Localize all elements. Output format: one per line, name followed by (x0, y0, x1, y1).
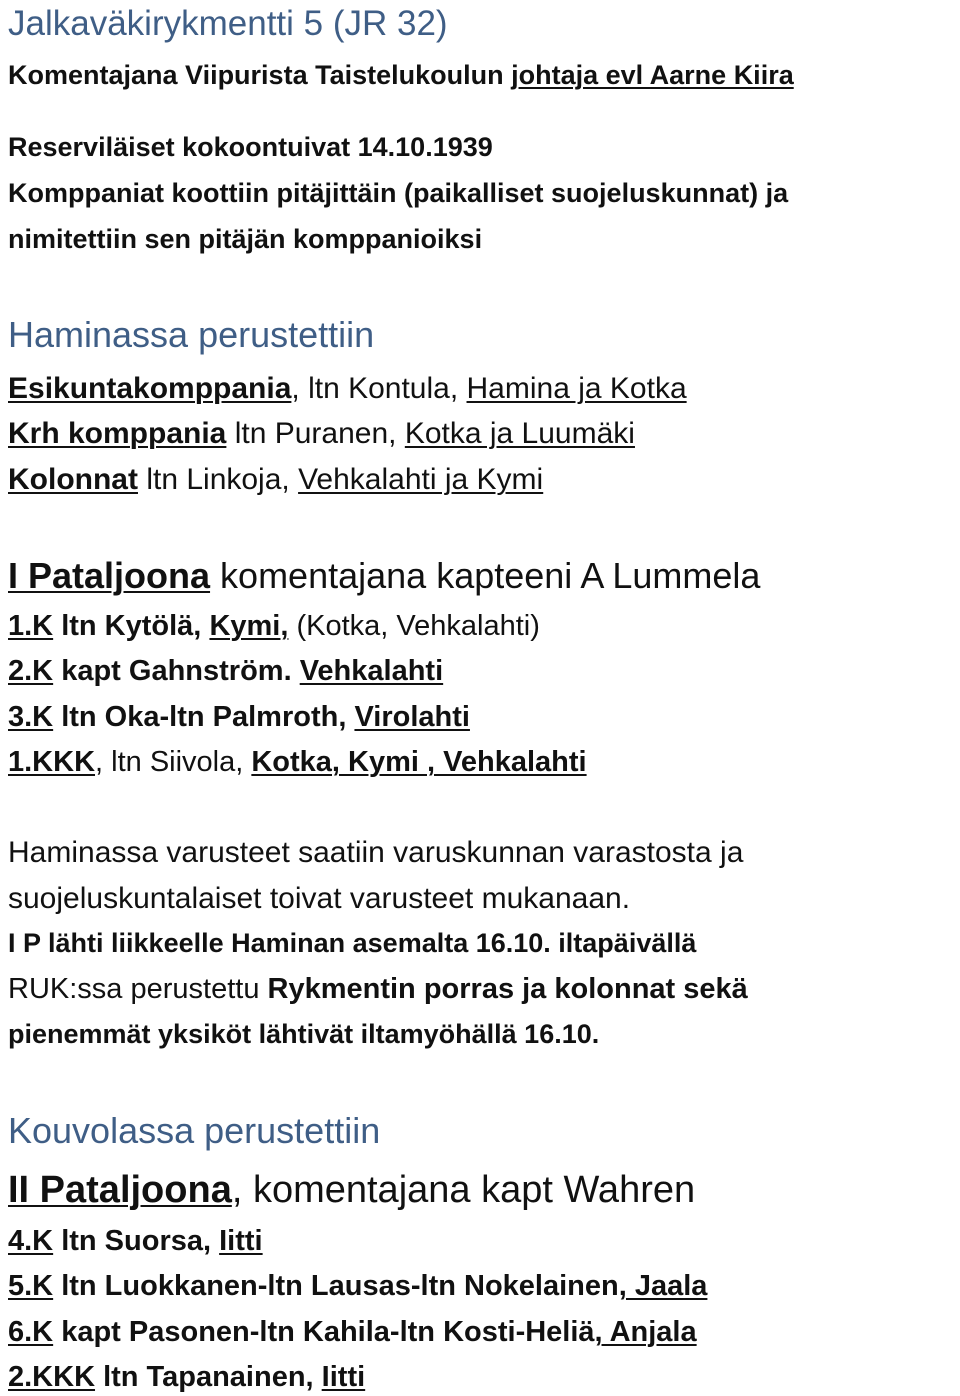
company-row (8, 1318, 697, 1347)
hamina-row (8, 419, 635, 449)
company-commander: ltn Luokkanen-ltn Lausas-ltn Nokelainen (53, 1270, 619, 1302)
intro-line-2: Komppaniat koottiin pitäjittäin (paikalliset suojeluskunnat) ja (8, 178, 789, 208)
company-commander: ltn Tapanainen, (95, 1361, 322, 1393)
company-row (8, 657, 443, 686)
company-commander: ltn Oka-ltn Palmroth, (53, 701, 355, 733)
company-row (8, 1272, 707, 1301)
hamina-row (8, 465, 543, 495)
company-unit: 1.KKK (8, 746, 96, 778)
equipment-line-2: suojeluskuntalaiset toivat varusteet mukanaan. (8, 882, 631, 915)
company-unit: 4.K (8, 1225, 54, 1257)
battalion-1-commander: komentajana kapteeni A Lummela (210, 555, 761, 596)
hamina-row (8, 374, 687, 404)
company-unit: 1.K (8, 610, 54, 642)
company-row (8, 748, 587, 777)
battalion-2-name: II Pataljoona (8, 1169, 232, 1211)
unit-place: Hamina ja Kotka (466, 372, 687, 405)
company-place: , Anjala (594, 1316, 697, 1348)
battalion-1-name: I Pataljoona (8, 555, 211, 596)
unit-name: Krh komppania (8, 417, 227, 450)
company-place: Iitti (219, 1225, 263, 1257)
company-row (8, 1227, 263, 1256)
company-unit: 5.K (8, 1270, 54, 1302)
battalion-2-commander: , komentajana kapt Wahren (231, 1169, 696, 1211)
company-unit: 3.K (8, 701, 54, 733)
company-place: , Jaala (618, 1270, 708, 1302)
commander-line (8, 62, 794, 89)
equipment-line-4-bold: Rykmentin porras ja kolonnat sekä (267, 973, 748, 1005)
unit-place: Kotka ja Luumäki (404, 417, 635, 450)
equipment-line-4-normal: RUK:ssa perustettu (8, 973, 268, 1005)
company-row (8, 703, 470, 732)
company-place: Kymi, (209, 610, 289, 642)
battalion-2-line (8, 1171, 695, 1209)
company-commander: kapt Pasonen-ltn Kahila-ltn Kosti-Heliä (53, 1316, 595, 1348)
company-commander: ltn Kytölä, (53, 610, 210, 642)
kouvola-heading: Kouvolassa perustettiin (8, 1110, 381, 1151)
company-extra: (Kotka, Vehkalahti) (288, 610, 540, 642)
company-commander: ltn Suorsa, (53, 1225, 220, 1257)
battalion-1-line (8, 555, 761, 596)
unit-name: Esikuntakomppania (8, 372, 292, 405)
unit-commander: ltn Puranen, (226, 417, 405, 450)
unit-name: Kolonnat (8, 463, 138, 496)
company-place: Virolahti (354, 701, 470, 733)
unit-commander: ltn Linkoja, (137, 463, 299, 496)
equipment-line-1: Haminassa varusteet saatiin varuskunnan varastosta ja (8, 836, 744, 869)
intro-line-3: nimitettiin sen pitäjän komppanioiksi (8, 224, 483, 254)
company-unit: 2.K (8, 655, 54, 687)
company-unit: 6.K (8, 1316, 54, 1348)
company-place: Iitti (321, 1361, 366, 1393)
equipment-line-5: pienemmät yksiköt lähtivät iltamyöhällä 16.10. (8, 1019, 600, 1049)
company-row (8, 612, 540, 641)
unit-commander: , ltn Kontula, (291, 372, 467, 405)
commander-link: johtaja evl Aarne Kiira (511, 60, 794, 90)
equipment-line-4 (8, 975, 748, 1004)
equipment-line-3: I P lähti liikkeelle Haminan asemalta 16.10. iltapäivällä (8, 928, 697, 958)
unit-place: Vehkalahti ja Kymi (298, 463, 544, 496)
company-row (8, 1363, 365, 1392)
commander-prefix: Komentajana Viipurista Taistelukoulun (8, 60, 512, 90)
company-unit: 2.KKK (8, 1361, 96, 1393)
company-place: Vehkalahti (299, 655, 444, 687)
hamina-heading: Haminassa perustettiin (8, 314, 375, 355)
company-commander: , ltn Siivola, (95, 746, 252, 778)
company-commander: kapt Gahnström. (53, 655, 300, 687)
document-title: Jalkaväkirykmentti 5 (JR 32) (8, 4, 448, 43)
company-place: Kotka, Kymi , Vehkalahti (251, 746, 587, 778)
intro-line-1: Reserviläiset kokoontuivat 14.10.1939 (8, 132, 493, 162)
